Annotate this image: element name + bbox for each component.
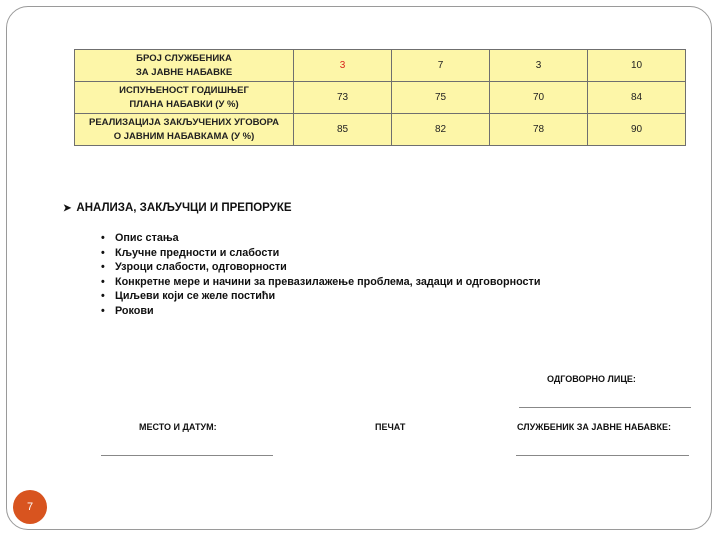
procurement-table bbox=[74, 49, 686, 146]
arrow-bullet-icon: ➤ bbox=[63, 203, 72, 214]
bullet-icon: • bbox=[101, 246, 105, 259]
table-cell: 73 bbox=[294, 82, 392, 114]
list-item: • Опис стања bbox=[101, 232, 179, 244]
table-cell: 90 bbox=[588, 114, 686, 146]
officer-signature-line bbox=[516, 455, 689, 456]
responsible-person-label: ОДГОВОРНО ЛИЦЕ: bbox=[547, 374, 636, 384]
procurement-officer-label: СЛУЖБЕНИК ЗА ЈАВНЕ НАБАВКЕ: bbox=[517, 422, 672, 432]
list-item: • Кључне предности и слабости bbox=[101, 246, 280, 259]
table-cell: 85 bbox=[294, 114, 392, 146]
place-date-line bbox=[101, 455, 273, 456]
table-cell: 3 bbox=[294, 50, 392, 82]
list-item: • Циљеви који се желе постићи bbox=[101, 290, 276, 303]
bullet-icon: • bbox=[101, 275, 105, 288]
bullet-icon: • bbox=[101, 232, 105, 244]
table-row bbox=[75, 114, 686, 146]
stamp-label: ПЕЧАТ bbox=[375, 422, 406, 432]
table-row bbox=[75, 82, 686, 114]
table-cell: 70 bbox=[490, 82, 588, 114]
page-number-badge: 7 bbox=[13, 490, 47, 524]
bullet-icon: • bbox=[101, 290, 105, 303]
list-item: • Узроци слабости, одговорности bbox=[101, 261, 287, 274]
table-cell: 10 bbox=[588, 50, 686, 82]
section-heading bbox=[63, 202, 292, 214]
list-item: • Конкретне мере и начини за превазилажење проблема, задаци и одговорности bbox=[101, 275, 541, 288]
table-cell: 78 bbox=[490, 114, 588, 146]
table-row bbox=[75, 50, 686, 82]
bullet-icon: • bbox=[101, 304, 105, 317]
row-label: ИСПУЊЕНОСТ ГОДИШЊЕГ ПЛАНА НАБАВКИ (У %) bbox=[75, 82, 294, 114]
section-heading-text: АНАЛИЗА, ЗАКЉУЧЦИ И ПРЕПОРУКЕ bbox=[76, 202, 292, 214]
row-label: РЕАЛИЗАЦИЈА ЗАКЉУЧЕНИХ УГОВОРА О ЈАВНИМ НАБАВКАМА (У %) bbox=[75, 114, 294, 146]
table-cell: 3 bbox=[490, 50, 588, 82]
bullet-list bbox=[101, 231, 540, 319]
table-cell: 84 bbox=[588, 82, 686, 114]
table-cell: 7 bbox=[392, 50, 490, 82]
responsible-signature-line bbox=[519, 407, 691, 408]
list-item: • Рокови bbox=[101, 304, 154, 317]
row-label: БРОЈ СЛУЖБЕНИКА ЗА ЈАВНЕ НАБАВКЕ bbox=[75, 50, 294, 82]
place-date-label: МЕСТО И ДАТУМ: bbox=[139, 422, 217, 432]
bullet-icon: • bbox=[101, 261, 105, 274]
table-cell: 82 bbox=[392, 114, 490, 146]
table-cell: 75 bbox=[392, 82, 490, 114]
